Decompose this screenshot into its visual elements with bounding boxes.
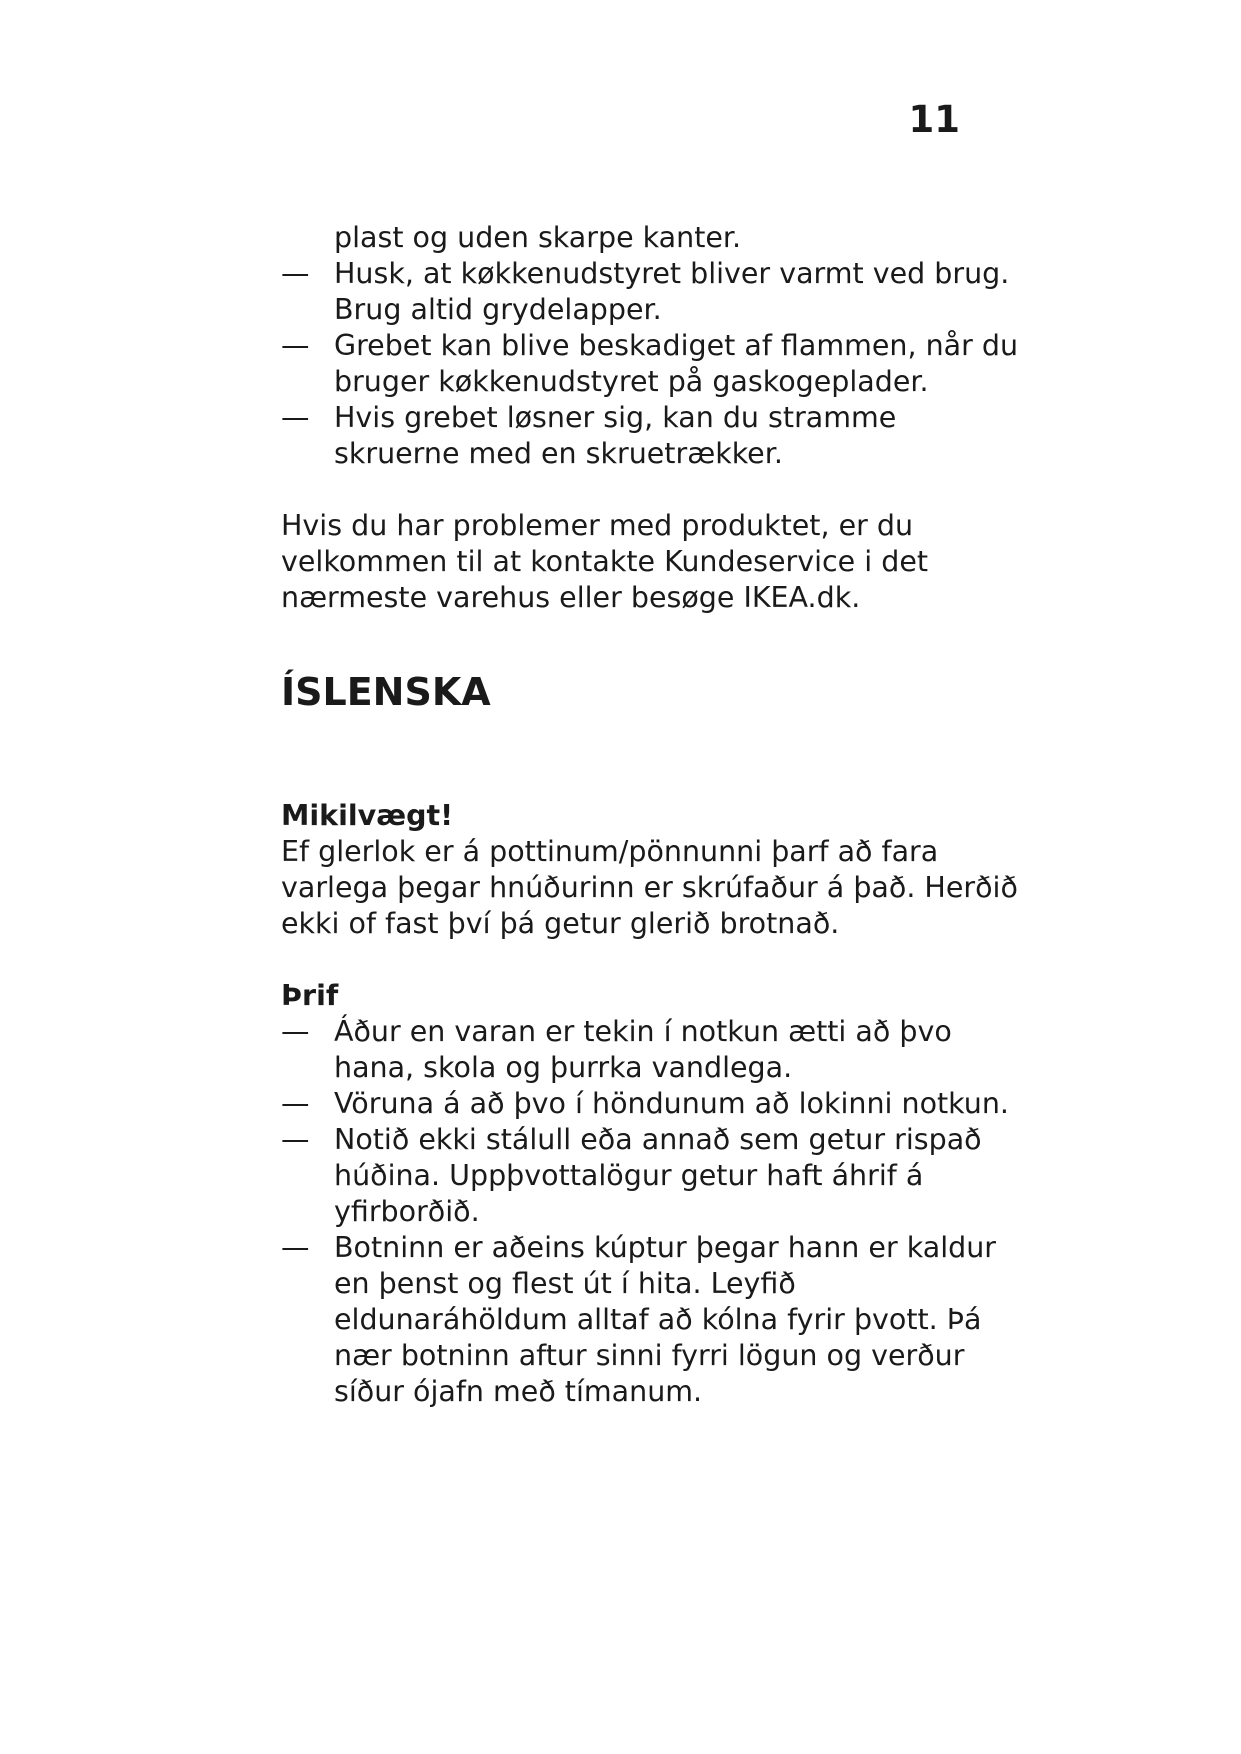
list-item xyxy=(281,1014,1021,1086)
dash-bullet: — xyxy=(281,1123,310,1156)
dash-bullet: — xyxy=(281,329,310,362)
dash-bullet: — xyxy=(281,1231,310,1264)
contact-paragraph: Hvis du har problemer med produktet, er du velkommen til at kontakte Kundeservice i det nærmeste varehus eller besøge IKEA.dk. xyxy=(281,509,929,614)
cleaning-heading: Þrif xyxy=(281,979,339,1012)
language-heading: ÍSLENSKA xyxy=(281,670,491,714)
page-number: 11 xyxy=(908,98,960,141)
dash-bullet: — xyxy=(281,257,310,290)
list-item-text: Botninn er aðeins kúptur þegar hann er kaldur en þenst og flest út í hita. Leyfið eldunaráhöldum alltaf að kólna fyrir þvott. Þá nær botninn aftur sinni fyrri lögun og verður síður ójafn með tímanum. xyxy=(334,1231,996,1408)
list-item xyxy=(322,220,1021,256)
list-item xyxy=(281,400,1021,472)
danish-care-list xyxy=(281,220,1021,472)
page-content xyxy=(281,220,1021,1410)
list-item-text: Grebet kan blive beskadiget af flammen, når du bruger køkkenudstyret på gaskogeplader. xyxy=(334,329,1019,398)
cleaning-list xyxy=(281,1014,1021,1410)
dash-bullet: — xyxy=(281,1015,310,1048)
list-item-text: Áður en varan er tekin í notkun ætti að þvo hana, skola og þurrka vandlega. xyxy=(334,1015,952,1084)
list-item xyxy=(281,328,1021,400)
list-item-text: plast og uden skarpe kanter. xyxy=(334,221,742,254)
list-item xyxy=(281,256,1021,328)
list-item xyxy=(281,1122,1021,1230)
list-item-text: Hvis grebet løsner sig, kan du stramme skruerne med en skruetrækker. xyxy=(334,401,897,470)
list-item xyxy=(281,1230,1021,1410)
list-item-text: Notið ekki stálull eða annað sem getur rispað húðina. Uppþvottalögur getur haft áhrif á yfirborðið. xyxy=(334,1123,982,1228)
dash-bullet: — xyxy=(281,1087,310,1120)
list-item-text: Husk, at køkkenudstyret bliver varmt ved brug. Brug altid grydelapper. xyxy=(334,257,1010,326)
dash-bullet: — xyxy=(281,401,310,434)
important-paragraph: Ef glerlok er á pottinum/pönnunni þarf að fara varlega þegar hnúðurinn er skrúfaður á það. Herðið ekki of fast því þá getur glerið brotnað. xyxy=(281,835,1018,940)
list-item xyxy=(281,1086,1021,1122)
list-item-text: Vöruna á að þvo í höndunum að lokinni notkun. xyxy=(334,1087,1009,1120)
important-heading: Mikilvægt! xyxy=(281,799,454,832)
